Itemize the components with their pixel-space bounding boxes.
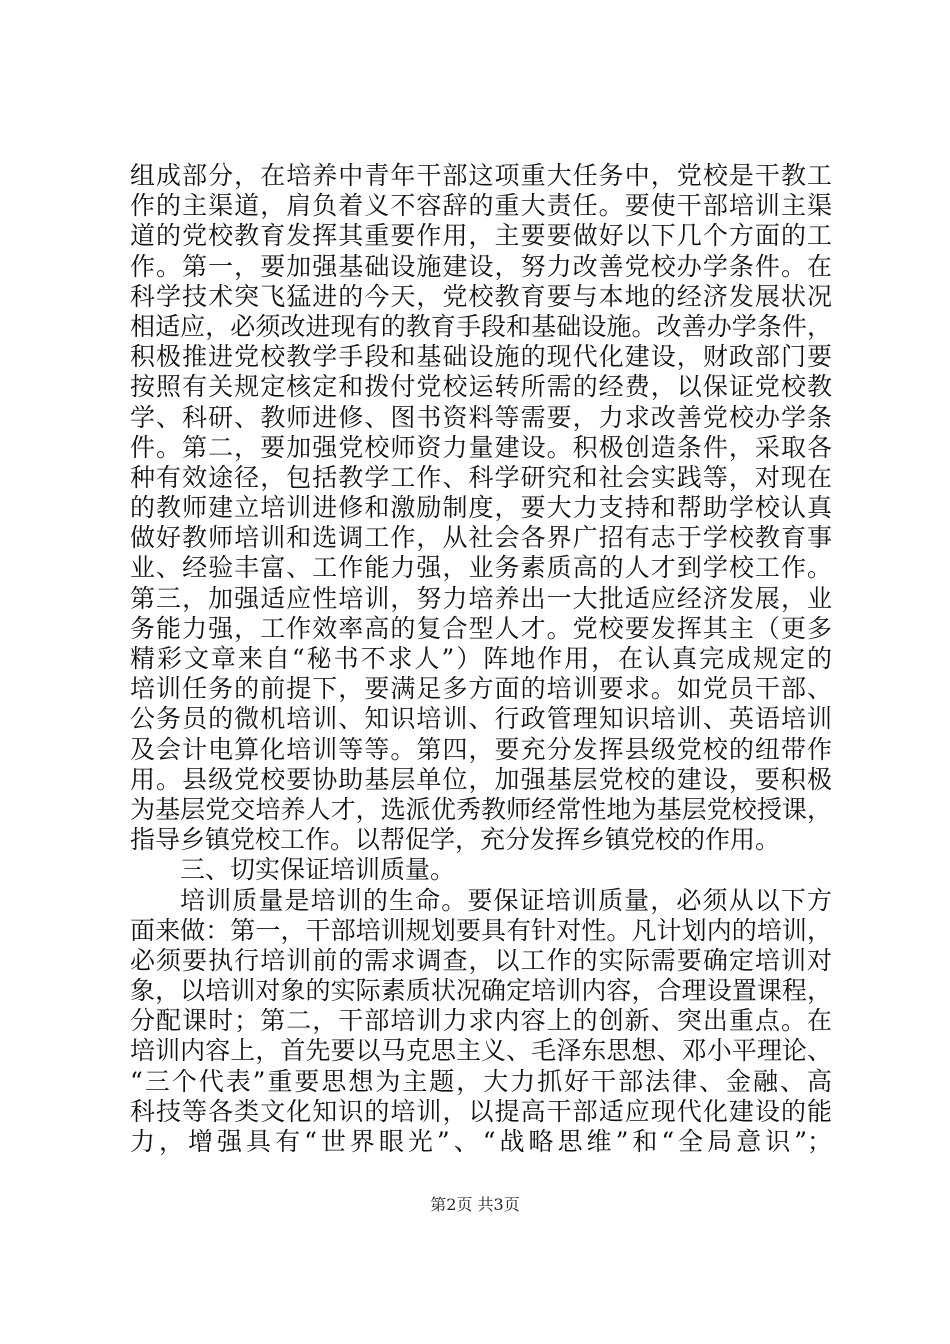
text-line: 的教师建立培训进修和激励制度，要大力支持和帮助学校认真 <box>130 493 832 523</box>
text-line: 为基层党交培养人才，选派优秀教师经常性地为基层党校授课， <box>130 794 832 824</box>
text-line: 培训质量是培训的生命。要保证培训质量，必须从以下方 <box>180 885 832 915</box>
text-line: 业、经验丰富、工作能力强，业务素质高的人才到学校工作。 <box>130 553 832 583</box>
text-line: 组成部分，在培养中青年干部这项重大任务中，党校是干教工 <box>130 161 832 190</box>
text-line: 及会计电算化培训等等。第四，要充分发挥县级党校的纽带作 <box>130 734 832 764</box>
text-line: 指导乡镇党校工作。以帮促学，充分发挥乡镇党校的作用。 <box>130 825 781 855</box>
text-line: 必须要执行培训前的需求调查，以工作的实际需要确定培训对 <box>130 945 832 975</box>
text-line: 按照有关规定核定和拨付党校运转所需的经费，以保证党校教 <box>130 372 832 402</box>
text-line: “三个代表”重要思想为主题，大力抓好干部法律、金融、高 <box>130 1066 832 1096</box>
text-line: 象，以培训对象的实际素质状况确定培训内容，合理设置课程， <box>130 976 832 1006</box>
text-line: 做好教师培训和选调工作，从社会各界广招有志于学校教育事 <box>130 523 832 553</box>
text-line: 种有效途径，包括教学工作、科学研究和社会实践等，对现在 <box>130 462 832 492</box>
text-line: 第三，加强适应性培训，努力培养出一大批适应经济发展，业 <box>130 583 832 613</box>
page-footer: 第2页 共3页 <box>430 1195 520 1214</box>
text-line: 道的党校教育发挥其重要作用，主要要做好以下几个方面的工 <box>130 221 832 251</box>
text-line: 务能力强，工作效率高的复合型人才。党校要发挥其主（更多 <box>130 613 832 643</box>
text-line: 件。第二，要加强党校师资力量建设。积极创造条件，采取各 <box>130 432 832 462</box>
text-line: 作的主渠道，肩负着义不容辞的重大责任。要使干部培训主渠 <box>130 191 832 221</box>
body-text <box>130 161 832 1157</box>
text-line: 面来做：第一，干部培训规划要具有针对性。凡计划内的培训， <box>130 915 832 945</box>
text-line: 三、切实保证培训质量。 <box>180 855 456 885</box>
text-line: 作。第一，要加强基础设施建设，努力改善党校办学条件。在 <box>130 251 832 281</box>
text-line: 培训内容上，首先要以马克思主义、毛泽东思想、邓小平理论、 <box>130 1036 832 1066</box>
text-line: 用。县级党校要协助基层单位，加强基层党校的建设，要积极 <box>130 764 832 794</box>
text-line: 科学技术突飞猛进的今天，党校教育要与本地的经济发展状况 <box>130 281 832 311</box>
text-line: 学、科研、教师进修、图书资料等需要，力求改善党校办学条 <box>130 402 832 432</box>
text-line: 培训任务的前提下，要满足多方面的培训要求。如党员干部、 <box>130 674 832 704</box>
text-line: 分配课时；第二，干部培训力求内容上的创新、突出重点。在 <box>130 1006 832 1036</box>
text-line: 公务员的微机培训、知识培训、行政管理知识培训、英语培训 <box>130 704 832 734</box>
text-line: 积极推进党校教学手段和基础设施的现代化建设，财政部门要 <box>130 342 832 372</box>
text-line: 科技等各类文化知识的培训，以提高干部适应现代化建设的能 <box>130 1096 832 1126</box>
text-line: 力，增强具有“世界眼光”、“战略思维”和“全局意识”； <box>130 1127 832 1156</box>
text-line: 相适应，必须改进现有的教育手段和基础设施。改善办学条件， <box>130 311 832 341</box>
text-line: 精彩文章来自“秘书不求人”）阵地作用，在认真完成规定的 <box>130 644 832 673</box>
